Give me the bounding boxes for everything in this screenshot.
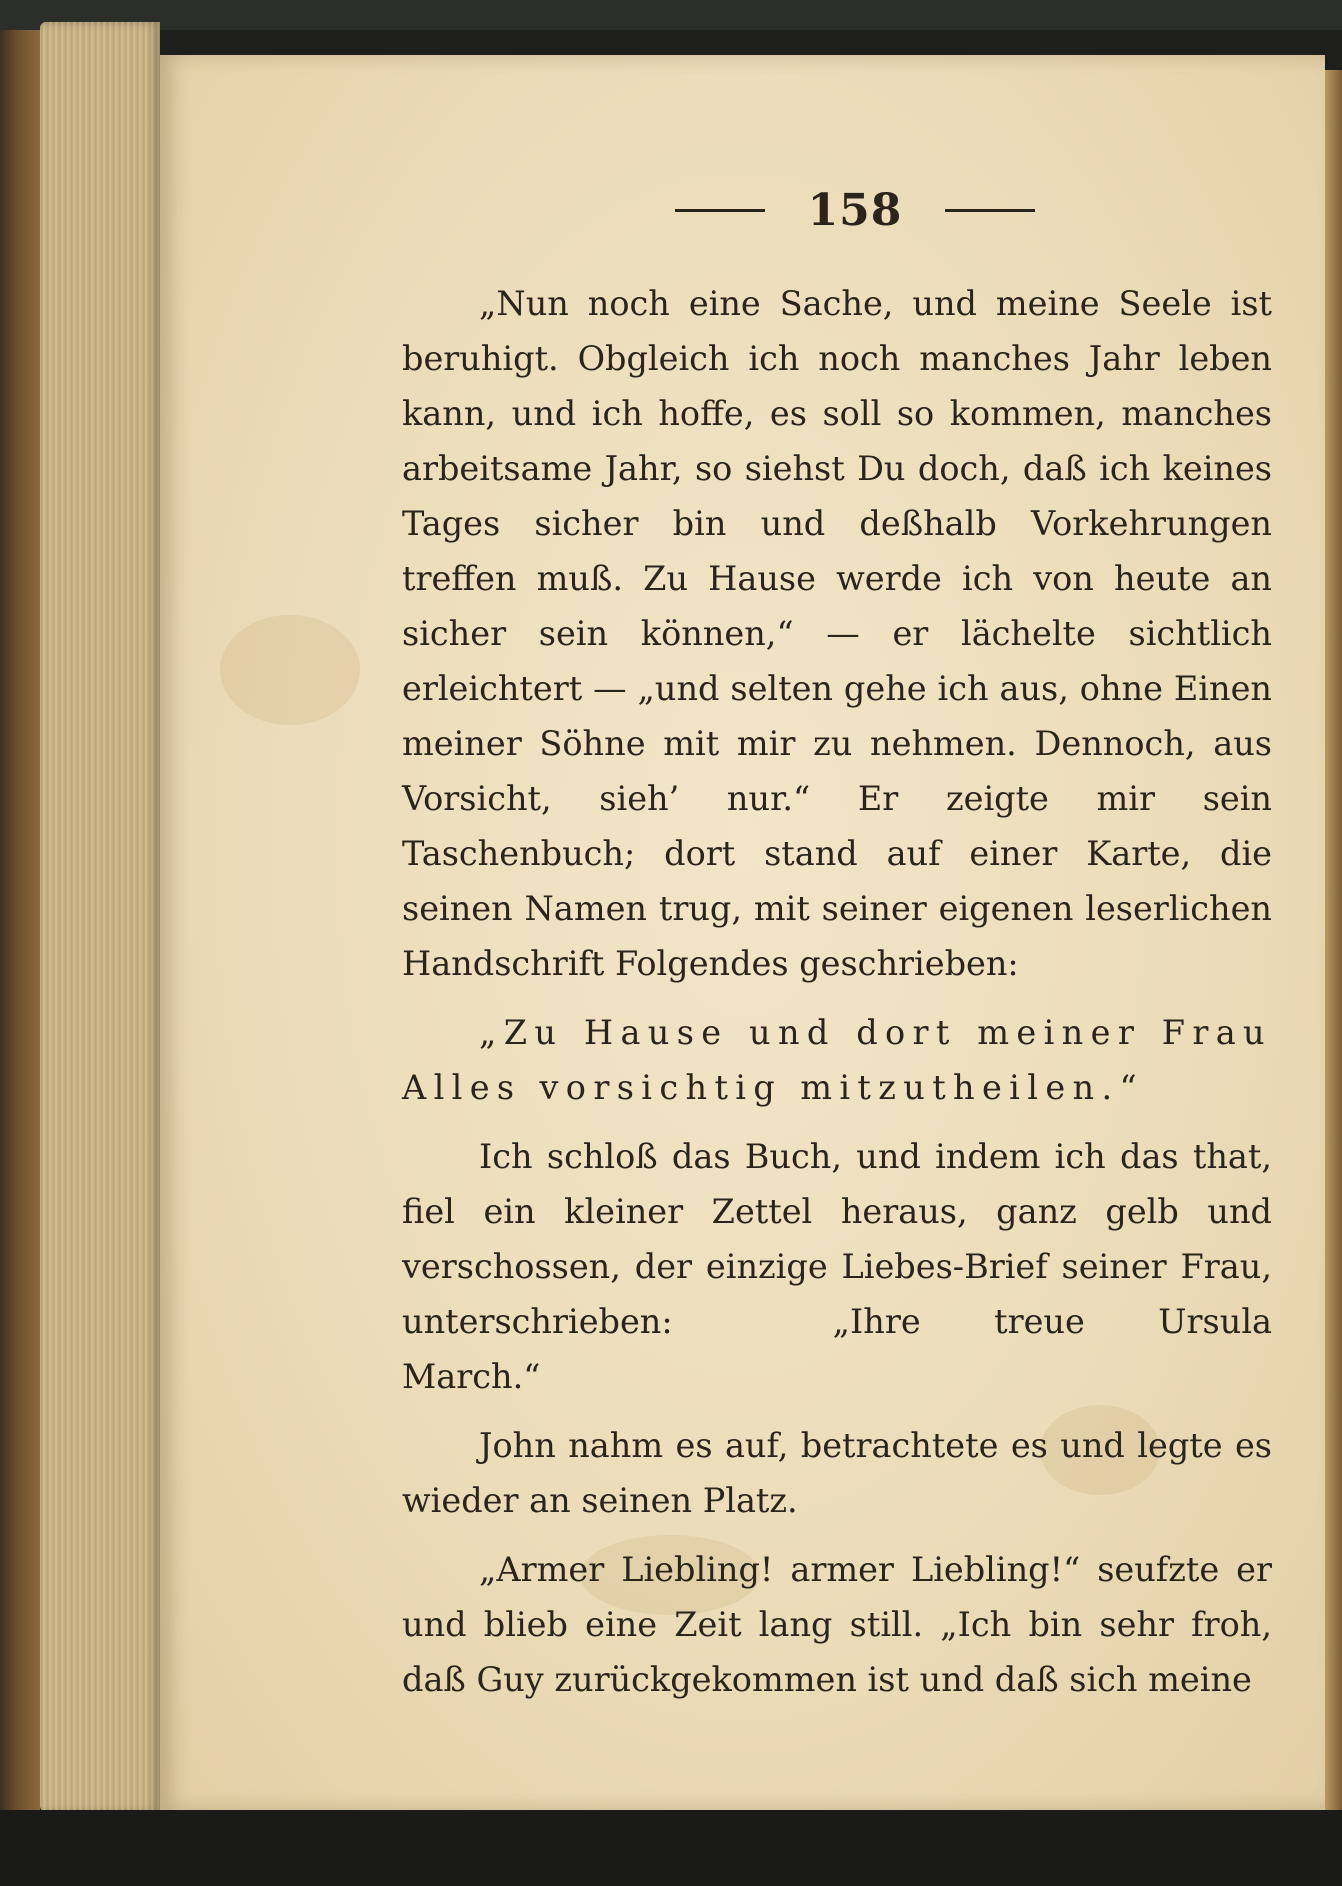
book-cover-edge (0, 30, 40, 1886)
header-dash-left (675, 209, 765, 212)
book-spine-band (0, 0, 1342, 30)
page-number: 158 (807, 184, 903, 236)
paragraph-4: John nahm es auf, betrachtete es und legte es wieder an seinen Platz. (402, 1426, 1272, 1520)
paragraph-1: „Nun noch eine Sache, und meine Seele ist beruhigt. Obgleich ich noch manches Jahr leben kann, und ich hoffe, es soll so kommen, manches arbeitsame Jahr, so siehst Du doch, daß ich keines Tages sicher bin und deßhalb Vorkehrungen treffen muß. Zu Hause werde ich von heute an sicher sein können,“ — er lächelte sichtlich erleichtert — „und selten gehe ich aus, ohne Einen meiner Söhne mit mir zu nehmen. Dennoch, aus Vorsicht, sieh’ nur.“ Er zeigte mir sein Taschenbuch; dort stand auf einer Karte, die seinen Namen trug, mit seiner eigenen leserlichen Handschrift Folgendes geschrieben: (402, 284, 1272, 983)
page-stack-edges (40, 22, 160, 1812)
signature-line: „Ihre treue Ursula March.“ (402, 1302, 1272, 1396)
paragraph-3-text: Ich schloß das Buch, und indem ich das that, fiel ein kleiner Zettel heraus, ganz gelb und verschossen, der einzige Liebes-Brief seiner Frau, unterschrieben: (402, 1137, 1272, 1341)
paper-stain (220, 615, 360, 725)
facing-page-edge (1325, 70, 1342, 1810)
paragraph-3 (402, 1129, 1272, 1404)
bottom-shadow (0, 1810, 1342, 1886)
body-text (402, 276, 1272, 1707)
paragraph-5: „Armer Liebling! armer Liebling!“ seufzte er und blieb eine Zeit lang still. „Ich bin sehr froh, daß Guy zurückgekommen ist und daß sich meine (402, 1550, 1272, 1699)
header-dash-right (945, 209, 1035, 212)
page-header (675, 180, 1035, 240)
paragraph-2-note: „Zu Hause und dort meiner Frau Alles vorsichtig mitzutheilen.“ (402, 1013, 1272, 1107)
